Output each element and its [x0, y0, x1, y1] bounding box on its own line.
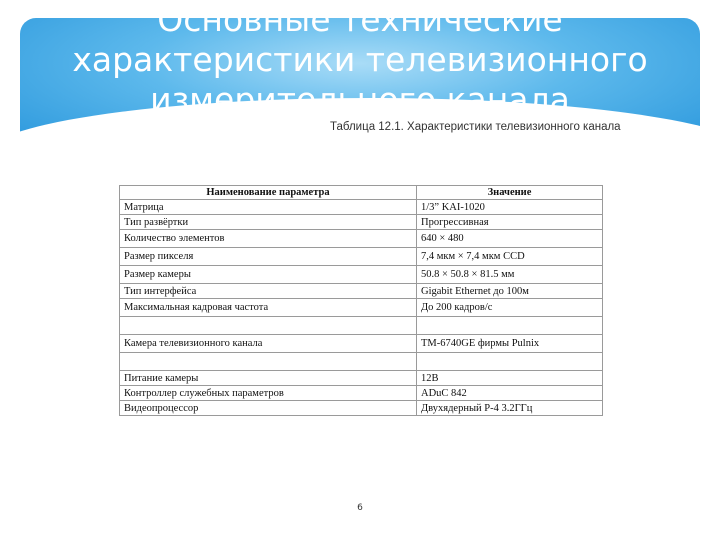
param-name: Тип развёртки: [120, 215, 417, 230]
table-row: [120, 200, 603, 215]
table-row: [120, 266, 603, 284]
table-row: [120, 401, 603, 416]
slide-title: [20, 0, 700, 120]
table-row: [120, 371, 603, 386]
page-number: 6: [357, 503, 363, 513]
table-row-empty: [120, 353, 603, 371]
title-line-2: характеристики телевизионного: [72, 40, 648, 79]
param-value: 640 × 480: [417, 230, 603, 248]
param-value: ADuC 842: [417, 386, 603, 401]
title-line-3: измерительного канала: [150, 80, 570, 119]
param-name: Камера телевизионного канала: [120, 335, 417, 353]
header-value: Значение: [417, 186, 603, 200]
param-name: Максимальная кадровая частота: [120, 299, 417, 317]
param-name: Размер камеры: [120, 266, 417, 284]
param-value: Gigabit Ethernet до 100м: [417, 284, 603, 299]
table-row: [120, 284, 603, 299]
param-value: 50.8 × 50.8 × 81.5 мм: [417, 266, 603, 284]
param-name: Размер пикселя: [120, 248, 417, 266]
param-value: До 200 кадров/с: [417, 299, 603, 317]
param-value: 12В: [417, 371, 603, 386]
header-parameter: Наименование параметра: [120, 186, 417, 200]
table-row: [120, 335, 603, 353]
param-value: [417, 317, 603, 335]
table-header-row: [120, 186, 603, 200]
table-row: [120, 215, 603, 230]
table-row: [120, 299, 603, 317]
param-name: Контроллер служебных параметров: [120, 386, 417, 401]
param-name: Видеопроцессор: [120, 401, 417, 416]
param-value: Прогрессивная: [417, 215, 603, 230]
table-row: [120, 230, 603, 248]
param-value: 7,4 мкм × 7,4 мкм CCD: [417, 248, 603, 266]
table-row: [120, 248, 603, 266]
param-value: TM-6740GE фирмы Pulnix: [417, 335, 603, 353]
table-caption: Таблица 12.1. Характеристики телевизионного канала: [330, 121, 621, 133]
param-name: Матрица: [120, 200, 417, 215]
table-row-empty: [120, 317, 603, 335]
param-value: Двухядерный P-4 3.2ГГц: [417, 401, 603, 416]
param-name: [120, 317, 417, 335]
title-line-1: Основные технические: [157, 0, 563, 39]
param-name: Количество элементов: [120, 230, 417, 248]
param-name: [120, 353, 417, 371]
table-row: [120, 386, 603, 401]
param-value: [417, 353, 603, 371]
param-name: Тип интерфейса: [120, 284, 417, 299]
parameters-table: [119, 185, 603, 416]
param-value: 1/3” KAI-1020: [417, 200, 603, 215]
param-name: Питание камеры: [120, 371, 417, 386]
